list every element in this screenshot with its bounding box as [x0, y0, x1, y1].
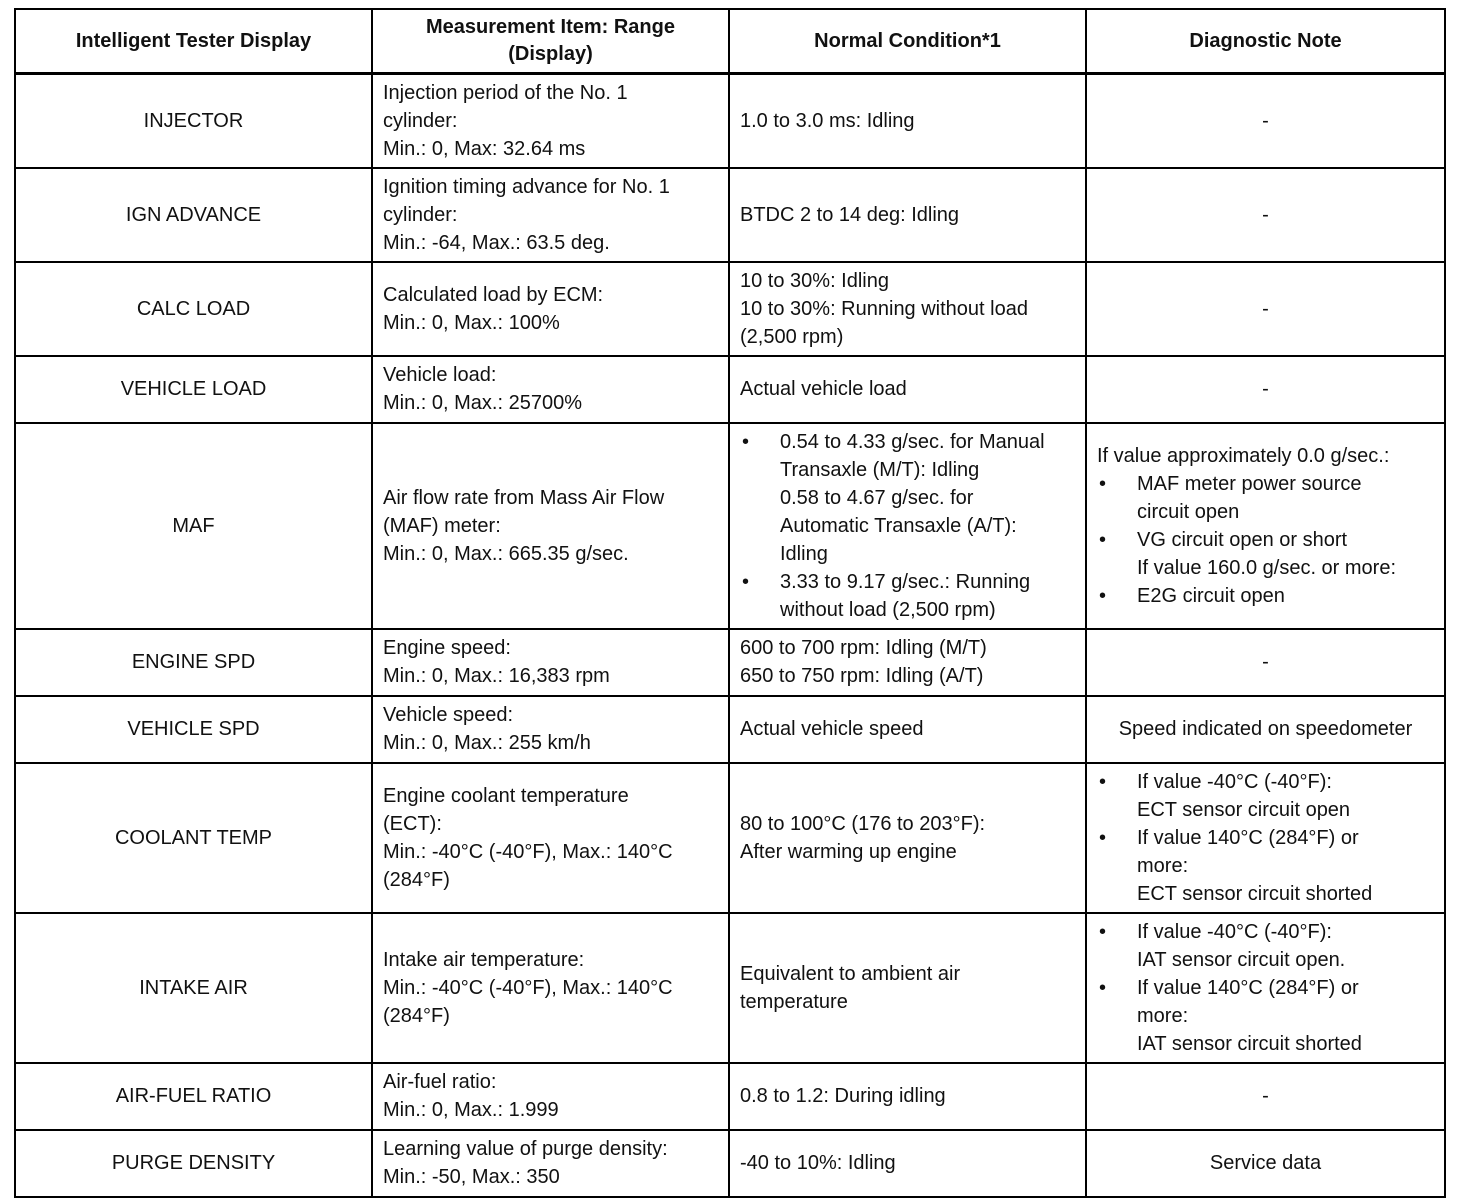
table-row — [15, 356, 1445, 423]
text-line: 650 to 750 rpm: Idling (A/T) — [740, 665, 984, 687]
table-row — [15, 168, 1445, 262]
text-line: Min.: 0, Max.: 1.999 — [383, 1099, 559, 1121]
header-range — [372, 9, 729, 74]
cell-display: CALC LOAD — [15, 262, 372, 356]
cell-display: PURGE DENSITY — [15, 1130, 372, 1197]
text-line: Actual vehicle load — [740, 378, 907, 400]
text-line: If value 160.0 g/sec. or more: — [1137, 556, 1397, 579]
text-line: more: — [1137, 1004, 1189, 1027]
cell-note: - — [1086, 629, 1445, 696]
cell-normal — [729, 356, 1086, 423]
bullet-item — [740, 568, 1075, 624]
cell-normal — [729, 168, 1086, 262]
text-line: Learning value of purge density: — [383, 1138, 668, 1160]
cell-range — [372, 262, 729, 356]
bullet-item — [1097, 918, 1434, 974]
text-line: • If value 140°C (284°F) or — [1137, 826, 1359, 849]
text-line: cylinder: — [383, 109, 458, 132]
table-row — [15, 262, 1445, 356]
text-line: Calculated load by ECM: — [383, 283, 604, 306]
table-row — [15, 423, 1445, 629]
cell-note: - — [1086, 262, 1445, 356]
bullet-list — [1097, 768, 1434, 908]
cell-normal — [729, 74, 1086, 168]
cell-range — [372, 763, 729, 913]
cell-range — [372, 913, 729, 1063]
text-line: more: — [1137, 854, 1189, 877]
text-line: Min.: 0, Max.: 255 km/h — [383, 732, 591, 754]
bullet-list — [740, 428, 1075, 624]
table-row — [15, 1130, 1445, 1197]
table-row — [15, 913, 1445, 1063]
bullet-item — [740, 428, 1075, 568]
cell-range — [372, 356, 729, 423]
cell-note: - — [1086, 1063, 1445, 1130]
text-line: Idling — [780, 542, 828, 565]
text-line: (ECT): — [383, 812, 442, 835]
text-line: Automatic Transaxle (A/T): — [780, 514, 1017, 537]
cell-normal — [729, 423, 1086, 629]
text-line: Min.: 0, Max: 32.64 ms — [383, 137, 586, 160]
cell-note: - — [1086, 168, 1445, 262]
text-line: without load (2,500 rpm) — [780, 598, 996, 621]
text-line: • If value -40°C (-40°F): — [1137, 920, 1332, 943]
cell-note — [1086, 423, 1445, 629]
text-line: • 3.33 to 9.17 g/sec.: Running — [780, 570, 1031, 593]
cell-note: - — [1086, 74, 1445, 168]
text-line: • If value -40°C (-40°F): — [1137, 770, 1332, 793]
text-line: (284°F) — [383, 1004, 450, 1027]
bullet-item — [1097, 526, 1434, 582]
text-line: Min.: -40°C (-40°F), Max.: 140°C — [383, 840, 673, 863]
text-line: Min.: -64, Max.: 63.5 deg. — [383, 231, 610, 254]
cell-range — [372, 168, 729, 262]
cell-display: VEHICLE SPD — [15, 696, 372, 763]
cell-note: Service data — [1086, 1130, 1445, 1197]
text-line: cylinder: — [383, 203, 458, 226]
text-line: • VG circuit open or short — [1137, 528, 1348, 551]
bullet-item — [1097, 470, 1434, 526]
text-line: BTDC 2 to 14 deg: Idling — [740, 203, 960, 226]
cell-normal — [729, 763, 1086, 913]
table-row — [15, 763, 1445, 913]
cell-range — [372, 1063, 729, 1130]
text-line: Min.: 0, Max.: 25700% — [383, 392, 582, 414]
text-line: ECT sensor circuit open — [1137, 798, 1351, 821]
cell-range — [372, 74, 729, 168]
header-row — [15, 9, 1445, 74]
text-line: Min.: 0, Max.: 100% — [383, 311, 560, 334]
text-line: After warming up engine — [740, 840, 957, 863]
table-row — [15, 629, 1445, 696]
cell-normal — [729, 1063, 1086, 1130]
text-line: • MAF meter power source — [1137, 472, 1362, 495]
text-line: • E2G circuit open — [1137, 584, 1285, 607]
text-line: Air flow rate from Mass Air Flow — [383, 486, 665, 509]
cell-range — [372, 423, 729, 629]
bullet-item — [1097, 582, 1434, 610]
text-line: (284°F) — [383, 868, 450, 891]
text-line: • 0.54 to 4.33 g/sec. for Manual — [780, 430, 1045, 453]
cell-note: Speed indicated on speedometer — [1086, 696, 1445, 763]
text-line: Equivalent to ambient air — [740, 962, 961, 985]
header-range-line: (Display) — [508, 43, 593, 65]
text-line: Engine coolant temperature — [383, 784, 629, 807]
cell-display: COOLANT TEMP — [15, 763, 372, 913]
header-normal: Normal Condition*1 — [729, 9, 1086, 74]
text-line: temperature — [740, 990, 848, 1013]
cell-display: ENGINE SPD — [15, 629, 372, 696]
text-line: 0.8 to 1.2: During idling — [740, 1085, 946, 1107]
text-line: Vehicle load: — [383, 364, 497, 386]
cell-range — [372, 1130, 729, 1197]
cell-display: VEHICLE LOAD — [15, 356, 372, 423]
cell-normal — [729, 629, 1086, 696]
text-line: Engine speed: — [383, 637, 511, 659]
text-line: Min.: -50, Max.: 350 — [383, 1166, 560, 1188]
text-line: -40 to 10%: Idling — [740, 1152, 896, 1174]
bullet-list — [1097, 470, 1434, 610]
cell-display: IGN ADVANCE — [15, 168, 372, 262]
table-row — [15, 1063, 1445, 1130]
cell-note — [1086, 913, 1445, 1063]
bullet-list — [1097, 918, 1434, 1058]
cell-range — [372, 629, 729, 696]
text-line: If value approximately 0.0 g/sec.: — [1097, 444, 1390, 467]
header-range-line: Measurement Item: Range — [426, 16, 675, 38]
bullet-item — [1097, 974, 1434, 1058]
text-line: Air-fuel ratio: — [383, 1071, 497, 1093]
text-line: 0.58 to 4.67 g/sec. for — [780, 486, 974, 509]
table-row — [15, 696, 1445, 763]
text-line: Ignition timing advance for No. 1 — [383, 175, 670, 198]
text-line: • If value 140°C (284°F) or — [1137, 976, 1359, 999]
table-row — [15, 74, 1445, 168]
cell-display: MAF — [15, 423, 372, 629]
cell-range — [372, 696, 729, 763]
text-line: ECT sensor circuit shorted — [1137, 882, 1373, 905]
text-line: (MAF) meter: — [383, 514, 501, 537]
text-line: 10 to 30%: Idling — [740, 269, 889, 292]
header-note: Diagnostic Note — [1086, 9, 1445, 74]
bullet-item — [1097, 768, 1434, 824]
text-line: 10 to 30%: Running without load — [740, 297, 1028, 320]
text-line: (2,500 rpm) — [740, 325, 844, 348]
text-line: Intake air temperature: — [383, 948, 585, 971]
text-line: IAT sensor circuit shorted — [1137, 1032, 1362, 1055]
cell-display: INJECTOR — [15, 74, 372, 168]
text-line: circuit open — [1137, 500, 1240, 523]
text-line: Min.: -40°C (-40°F), Max.: 140°C — [383, 976, 673, 999]
cell-normal — [729, 262, 1086, 356]
text-line: IAT sensor circuit open. — [1137, 948, 1346, 971]
data-list-table — [14, 8, 1446, 1198]
text-line: 1.0 to 3.0 ms: Idling — [740, 109, 915, 132]
cell-note: - — [1086, 356, 1445, 423]
text-line: Vehicle speed: — [383, 704, 514, 726]
text-line: Transaxle (M/T): Idling — [780, 458, 980, 481]
text-line: Min.: 0, Max.: 665.35 g/sec. — [383, 542, 629, 565]
text-line: Actual vehicle speed — [740, 718, 924, 740]
text-line: Min.: 0, Max.: 16,383 rpm — [383, 665, 610, 687]
text-line: 600 to 700 rpm: Idling (M/T) — [740, 637, 987, 659]
cell-display: AIR-FUEL RATIO — [15, 1063, 372, 1130]
header-display: Intelligent Tester Display — [15, 9, 372, 74]
cell-normal — [729, 1130, 1086, 1197]
text-line: Injection period of the No. 1 — [383, 81, 628, 104]
cell-normal — [729, 913, 1086, 1063]
bullet-item — [1097, 824, 1434, 908]
cell-normal — [729, 696, 1086, 763]
cell-display: INTAKE AIR — [15, 913, 372, 1063]
cell-note — [1086, 763, 1445, 913]
text-line: 80 to 100°C (176 to 203°F): — [740, 812, 986, 835]
